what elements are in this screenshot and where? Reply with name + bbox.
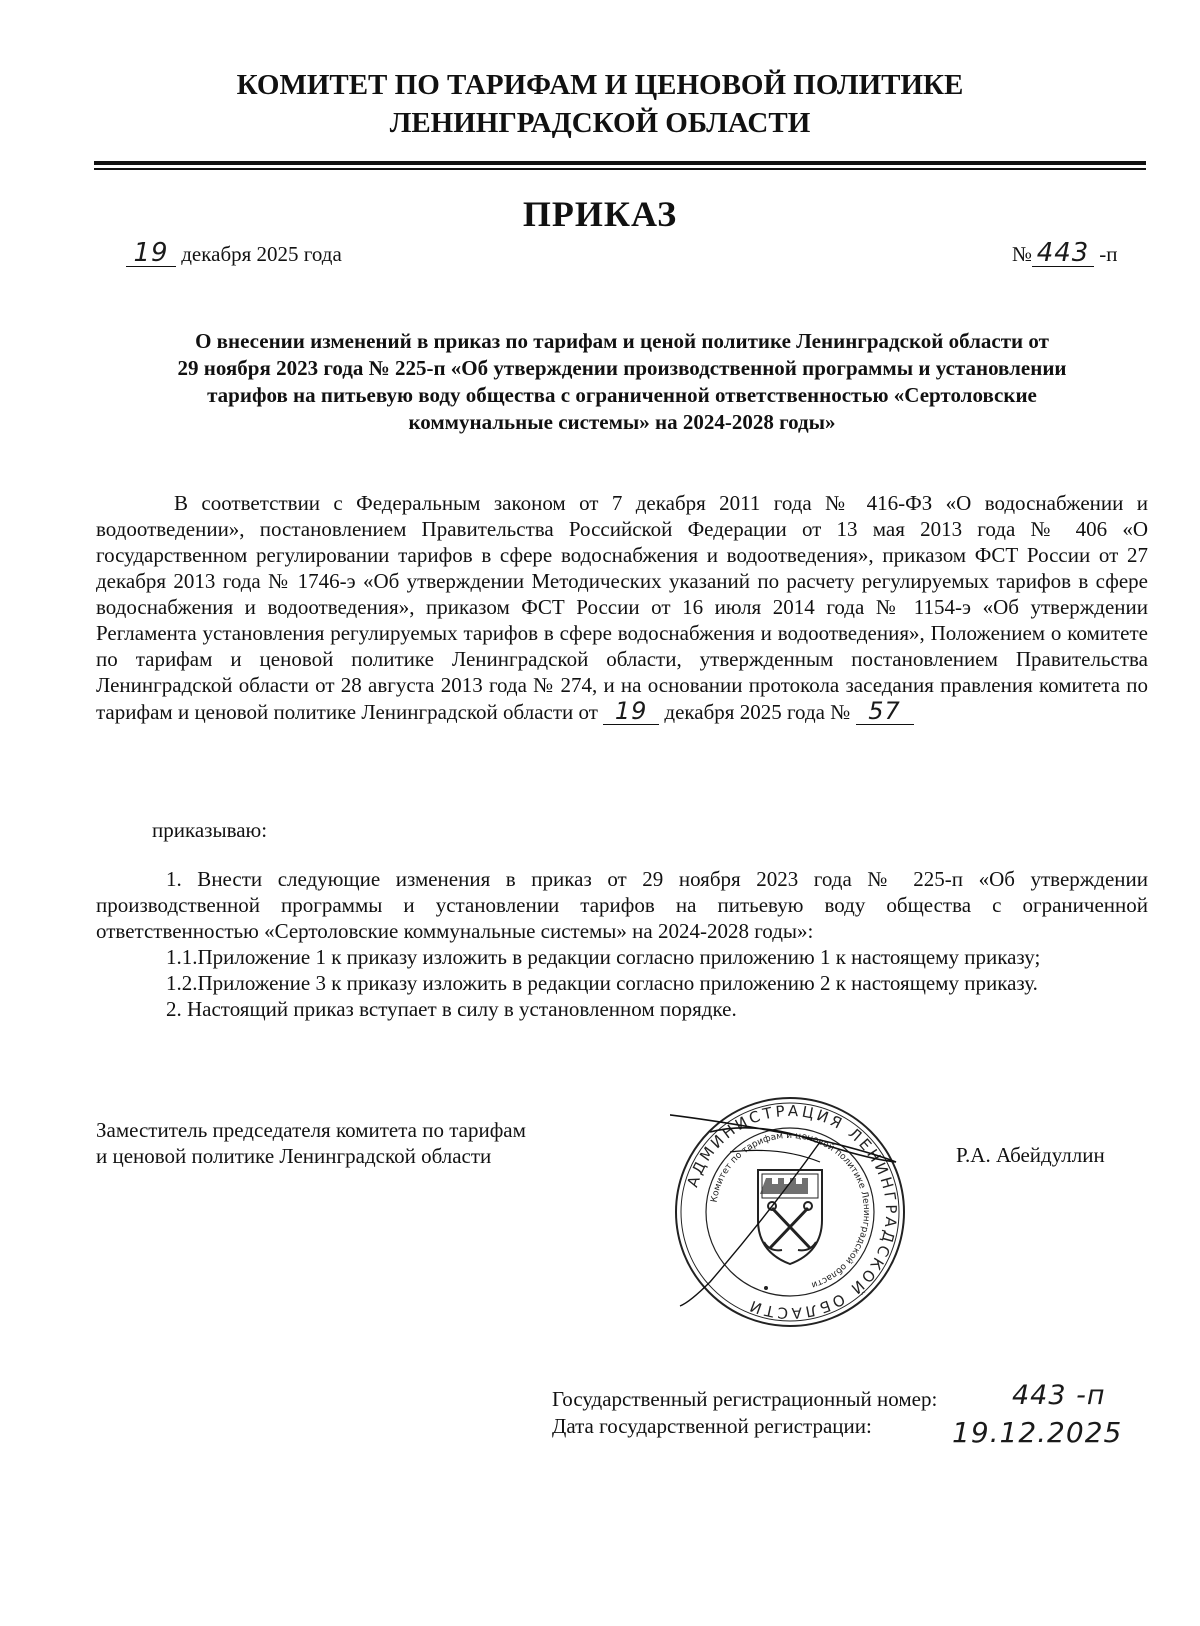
order-item-1-2: 1.2.Приложение 3 к приказу изложить в редакции согласно приложению 2 к настоящему приказу. xyxy=(166,971,1038,995)
signer-position xyxy=(96,1117,526,1169)
order-date xyxy=(126,240,342,267)
protocol-number: 57 xyxy=(856,698,914,725)
signer-name: Р.А. Абейдуллин xyxy=(956,1143,1105,1167)
order-items xyxy=(96,866,1148,1022)
registration-number-label: Государственный регистрационный номер: xyxy=(552,1387,938,1411)
order-item-2: 2. Настоящий приказ вступает в силу в установленном порядке. xyxy=(166,997,737,1021)
subject-line-1: О внесении изменений в приказ по тарифам и ценой политике Ленинградской области от xyxy=(195,329,1049,353)
order-number-value: 443 xyxy=(1032,240,1094,267)
order-date-month-year: декабря 2025 года xyxy=(181,242,342,266)
protocol-day: 19 xyxy=(603,698,659,725)
registration-date-label: Дата государственной регистрации: xyxy=(552,1414,872,1438)
preamble-text: В соответствии с Федеральным законом от 7 декабря 2011 года № 416-ФЗ «О водоснабжении и водоотведении», постановлением Правительства Российской Федерации от 13 мая 2013 года № 406 «О государственном регулировании тарифов в сфере водоснабжения и водоотведения», приказом ФСТ России от 27 декабря 2013 года № 1746-э «Об утверждении Методических указаний по расчету регулируемых тарифов в сфере водоснабжения и водоотведения», приказом ФСТ России от 16 июля 2014 года № 1154-э «Об утверждении Регламента установления регулируемых тарифов в сфере водоснабжения и водоотведения», Положением о комитете по тарифам и ценовой политике Ленинградской области, утвержденным постановлением Правительства Ленинградской области от 28 августа 2013 года № 274, и на основании протокола заседания правления комитета по тарифам и ценовой политике Ленинградской области от xyxy=(96,491,1148,724)
signer-position-line-2: и ценовой политике Ленинградской области xyxy=(96,1144,492,1168)
organization-header xyxy=(0,66,1200,142)
header-rule-thin xyxy=(94,168,1146,170)
order-number-prefix: № xyxy=(1012,242,1033,266)
organization-line-2: ЛЕНИНГРАДСКОЙ ОБЛАСТИ xyxy=(389,107,811,139)
registration-block xyxy=(552,1386,937,1440)
order-date-day: 19 xyxy=(126,240,176,267)
subject-line-4: коммунальные системы» на 2024-2028 годы» xyxy=(408,410,836,434)
official-seal xyxy=(670,1092,910,1332)
seal-inner-text: Комитет по тарифам и ценовой политике Ленинградской области xyxy=(709,1130,872,1290)
order-number xyxy=(1012,240,1118,267)
signer-position-line-1: Заместитель председателя комитета по тарифам xyxy=(96,1118,526,1142)
header-rule-thick xyxy=(94,161,1146,165)
preamble-paragraph xyxy=(96,490,1148,725)
order-number-suffix: -п xyxy=(1099,242,1118,266)
order-item-1-1: 1.1.Приложение 1 к приказу изложить в редакции согласно приложению 1 к настоящему приказу; xyxy=(166,945,1041,969)
protocol-mid: декабря 2025 года № xyxy=(664,700,851,724)
subject-line-3: тарифов на питьевую воду общества с ограниченной ответственностью «Сертоловские xyxy=(207,383,1037,407)
seal-stamp-icon xyxy=(670,1092,910,1332)
organization-line-1: КОМИТЕТ ПО ТАРИФАМ И ЦЕНОВОЙ ПОЛИТИКЕ xyxy=(236,69,964,101)
registration-date-value: 19.12.2025 xyxy=(952,1416,1123,1449)
subject-line-2: 29 ноября 2023 года № 225-п «Об утверждении производственной программы и установлении xyxy=(177,356,1067,380)
order-item-1: 1. Внести следующие изменения в приказ от 29 ноября 2023 года № 225-п «Об утверждении производственной программы и установлении тарифов на питьевую воду общества с ограниченной ответственностью «Сертоловские коммунальные системы» на 2024-2028 годы»: xyxy=(96,867,1148,943)
registration-number-value: 443 -п xyxy=(1012,1380,1106,1411)
order-word: приказываю: xyxy=(152,818,268,842)
order-subject xyxy=(96,328,1148,436)
document-type-title: ПРИКАЗ xyxy=(522,194,678,234)
seal-outer-text: АДМИНИСТРАЦИЯ ЛЕНИНГРАДСКОЙ ОБЛАСТИ xyxy=(683,1101,901,1323)
svg-text:Комитет по тарифам и ценовой п xyxy=(710,1131,871,1290)
